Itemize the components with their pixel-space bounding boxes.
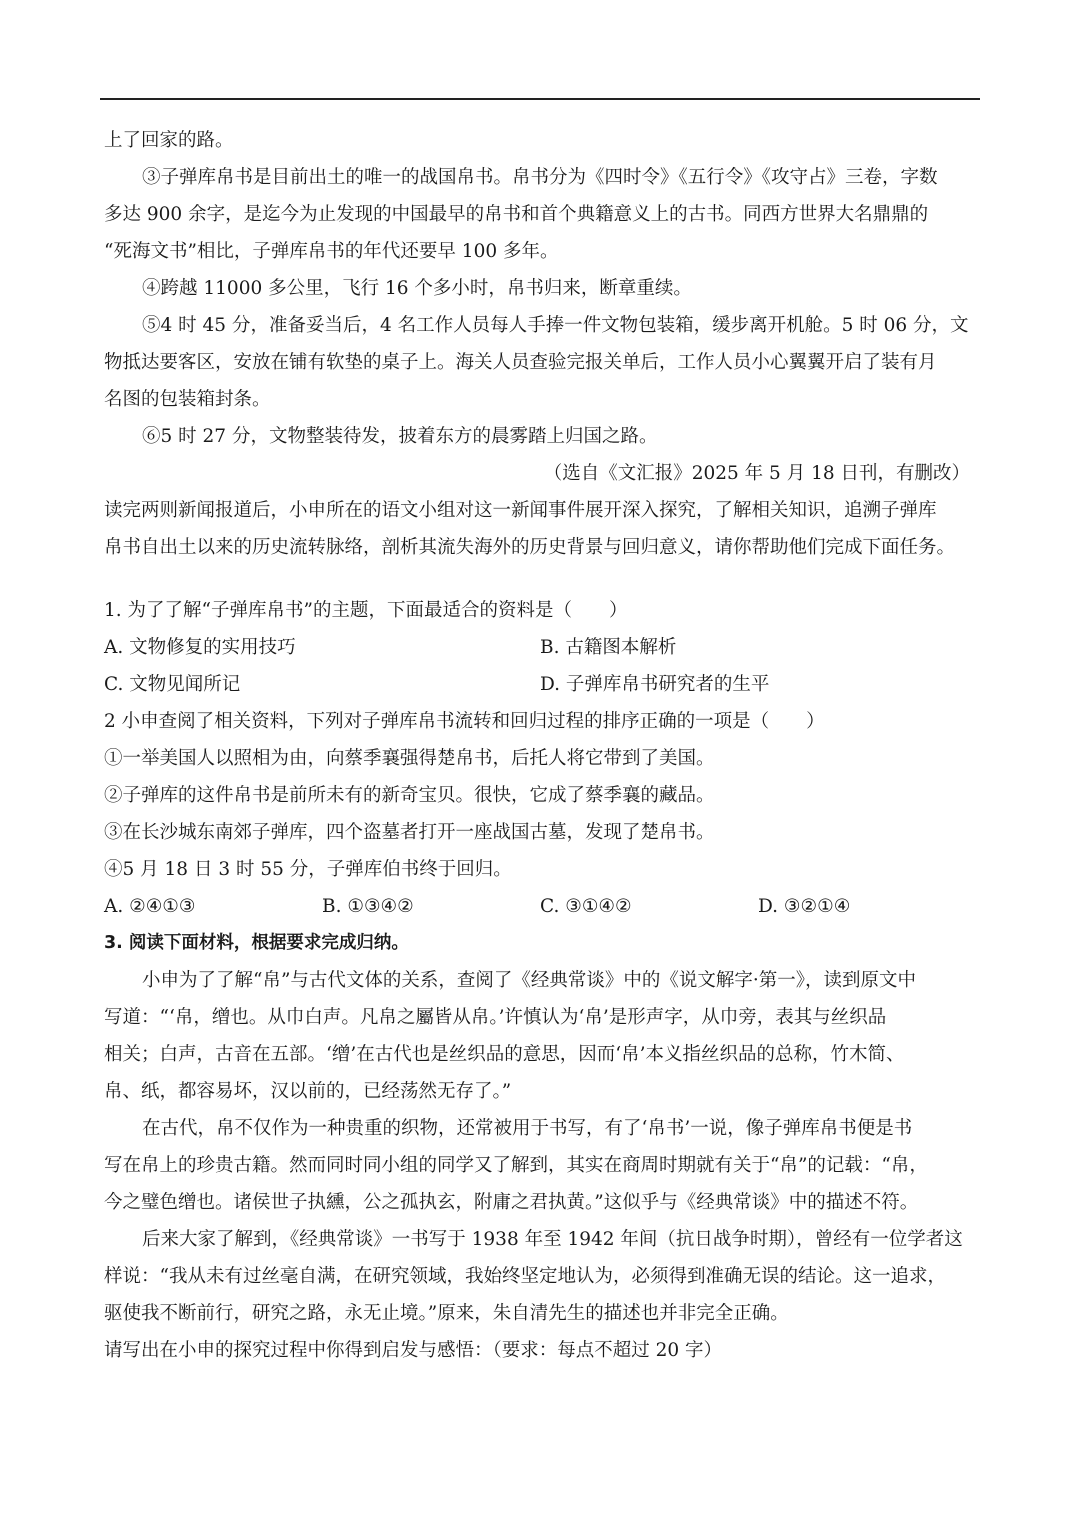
question-2-stem: 2 小申查阅了相关资料，下列对子弹库帛书流转和回归过程的排序正确的一项是（ ） (104, 711, 825, 732)
passage-line: 物抵达要客区，安放在铺有软垫的桌子上。海关人员查验完报关单后，工作人员小心翼翼开启了装有月 (104, 352, 937, 373)
material-line: 样说：“我从未有过丝毫自满，在研究领域，我始终坚定地认为，必须得到准确无误的结论。这一追求， (104, 1266, 946, 1287)
intro-line: 读完两则新闻报道后，小申所在的语文小组对这一新闻事件展开深入探究，了解相关知识，追溯子弹库 (104, 500, 937, 521)
question-2-options-row (104, 888, 976, 925)
material-line: 写道：“‘帛，缯也。从巾白声。凡帛之屬皆从帛。’许慎认为‘帛’是形声字，从巾旁，表其与丝织品 (104, 1007, 887, 1028)
material-line: 今之璧色缯也。诸侯世子执纁，公之孤执玄，附庸之君执黄。”这似乎与《经典常谈》中的描述不符。 (104, 1192, 919, 1213)
question-1-option-b[interactable]: B. 古籍图本解析 (540, 637, 677, 658)
document-body (104, 122, 976, 1369)
intro-line: 帛书自出土以来的历史流转脉络，剖析其流失海外的历史背景与回归意义，请你帮助他们完成下面任务。 (104, 537, 956, 558)
question-3-prompt: 请写出在小申的探究过程中你得到启发与感悟：（要求：每点不超过 20 字） (104, 1340, 723, 1361)
passage-line: ④跨越 11000 多公里，飞行 16 个多小时，帛书归来，断章重续。 (142, 278, 692, 299)
passage-line: ⑤4 时 45 分，准备妥当后，4 名工作人员每人手捧一件文物包装箱，缓步离开机舱。5 时 06 分，文 (142, 315, 969, 336)
material-line: 后来大家了解到，《经典常谈》一书写于 1938 年至 1942 年间（抗日战争时期），曾经有一位学者这 (142, 1229, 963, 1250)
header-rule (100, 98, 980, 100)
question-2-item: ④5 月 18 日 3 时 55 分，子弹库伯书终于回归。 (104, 859, 512, 880)
question-1-options-row (104, 629, 976, 666)
question-2-option-c[interactable]: C. ③①④② (540, 896, 632, 917)
question-2-item: ①一举美国人以照相为由，向蔡季襄强得楚帛书，后托人将它带到了美国。 (104, 748, 715, 769)
question-1-option-c[interactable]: C. 文物见闻所记 (104, 674, 241, 695)
question-2-item: ③在长沙城东南郊子弹库，四个盗墓者打开一座战国古墓，发现了楚帛书。 (104, 822, 715, 843)
material-line: 驱使我不断前行，研究之路，永无止境。”原来，朱自清先生的描述也并非完全正确。 (104, 1303, 789, 1324)
passage-line: “死海文书”相比，子弹库帛书的年代还要早 100 多年。 (104, 241, 559, 262)
passage-line: 名图的包装箱封条。 (104, 389, 271, 410)
material-line: 小申为了了解“帛”与古代文体的关系，查阅了《经典常谈》中的《说文解字·第一》，读到原文中 (142, 970, 917, 991)
source-citation: （选自《文汇报》2025 年 5 月 18 日刊，有删改） (543, 463, 970, 484)
passage-line: ③子弹库帛书是目前出土的唯一的战国帛书。帛书分为《四时令》《五行令》《攻守占》三卷，字数 (142, 167, 938, 188)
material-line: 在古代，帛不仅作为一种贵重的织物，还常被用于书写，有了‘帛书’一说，像子弹库帛书便是书 (142, 1118, 913, 1139)
question-2-option-b[interactable]: B. ①③④② (322, 896, 414, 917)
question-2-item: ②子弹库的这件帛书是前所未有的新奇宝贝。很快，它成了蔡季襄的藏品。 (104, 785, 715, 806)
passage-line: ⑥5 时 27 分，文物整装待发，披着东方的晨雾踏上归国之路。 (142, 426, 658, 447)
question-1-option-d[interactable]: D. 子弹库帛书研究者的生平 (540, 674, 770, 695)
question-3-title: 3. 阅读下面材料，根据要求完成归纳。 (104, 933, 409, 953)
passage-line: 上了回家的路。 (104, 130, 234, 151)
passage-line: 多达 900 余字，是迄今为止发现的中国最早的帛书和首个典籍意义上的古书。同西方世界大名鼎鼎的 (104, 204, 929, 225)
question-2-option-a[interactable]: A. ②④①③ (104, 896, 196, 917)
material-line: 写在帛上的珍贵古籍。然而同时同小组的同学又了解到，其实在商周时期就有关于“帛”的记载：“帛， (104, 1155, 928, 1176)
material-line: 帛、纸，都容易坏，汉以前的，已经荡然无存了。” (104, 1081, 512, 1102)
question-1-option-a[interactable]: A. 文物修复的实用技巧 (104, 637, 296, 658)
question-2-option-d[interactable]: D. ③②①④ (758, 896, 851, 917)
material-line: 相关；白声，古音在五部。‘缯’在古代也是丝织品的意思，因而‘帛’本义指丝织品的总称，竹木简、 (104, 1044, 905, 1065)
question-1-stem: 1. 为了了解“子弹库帛书”的主题，下面最适合的资料是（ ） (104, 600, 628, 621)
question-1-options-row (104, 666, 976, 703)
